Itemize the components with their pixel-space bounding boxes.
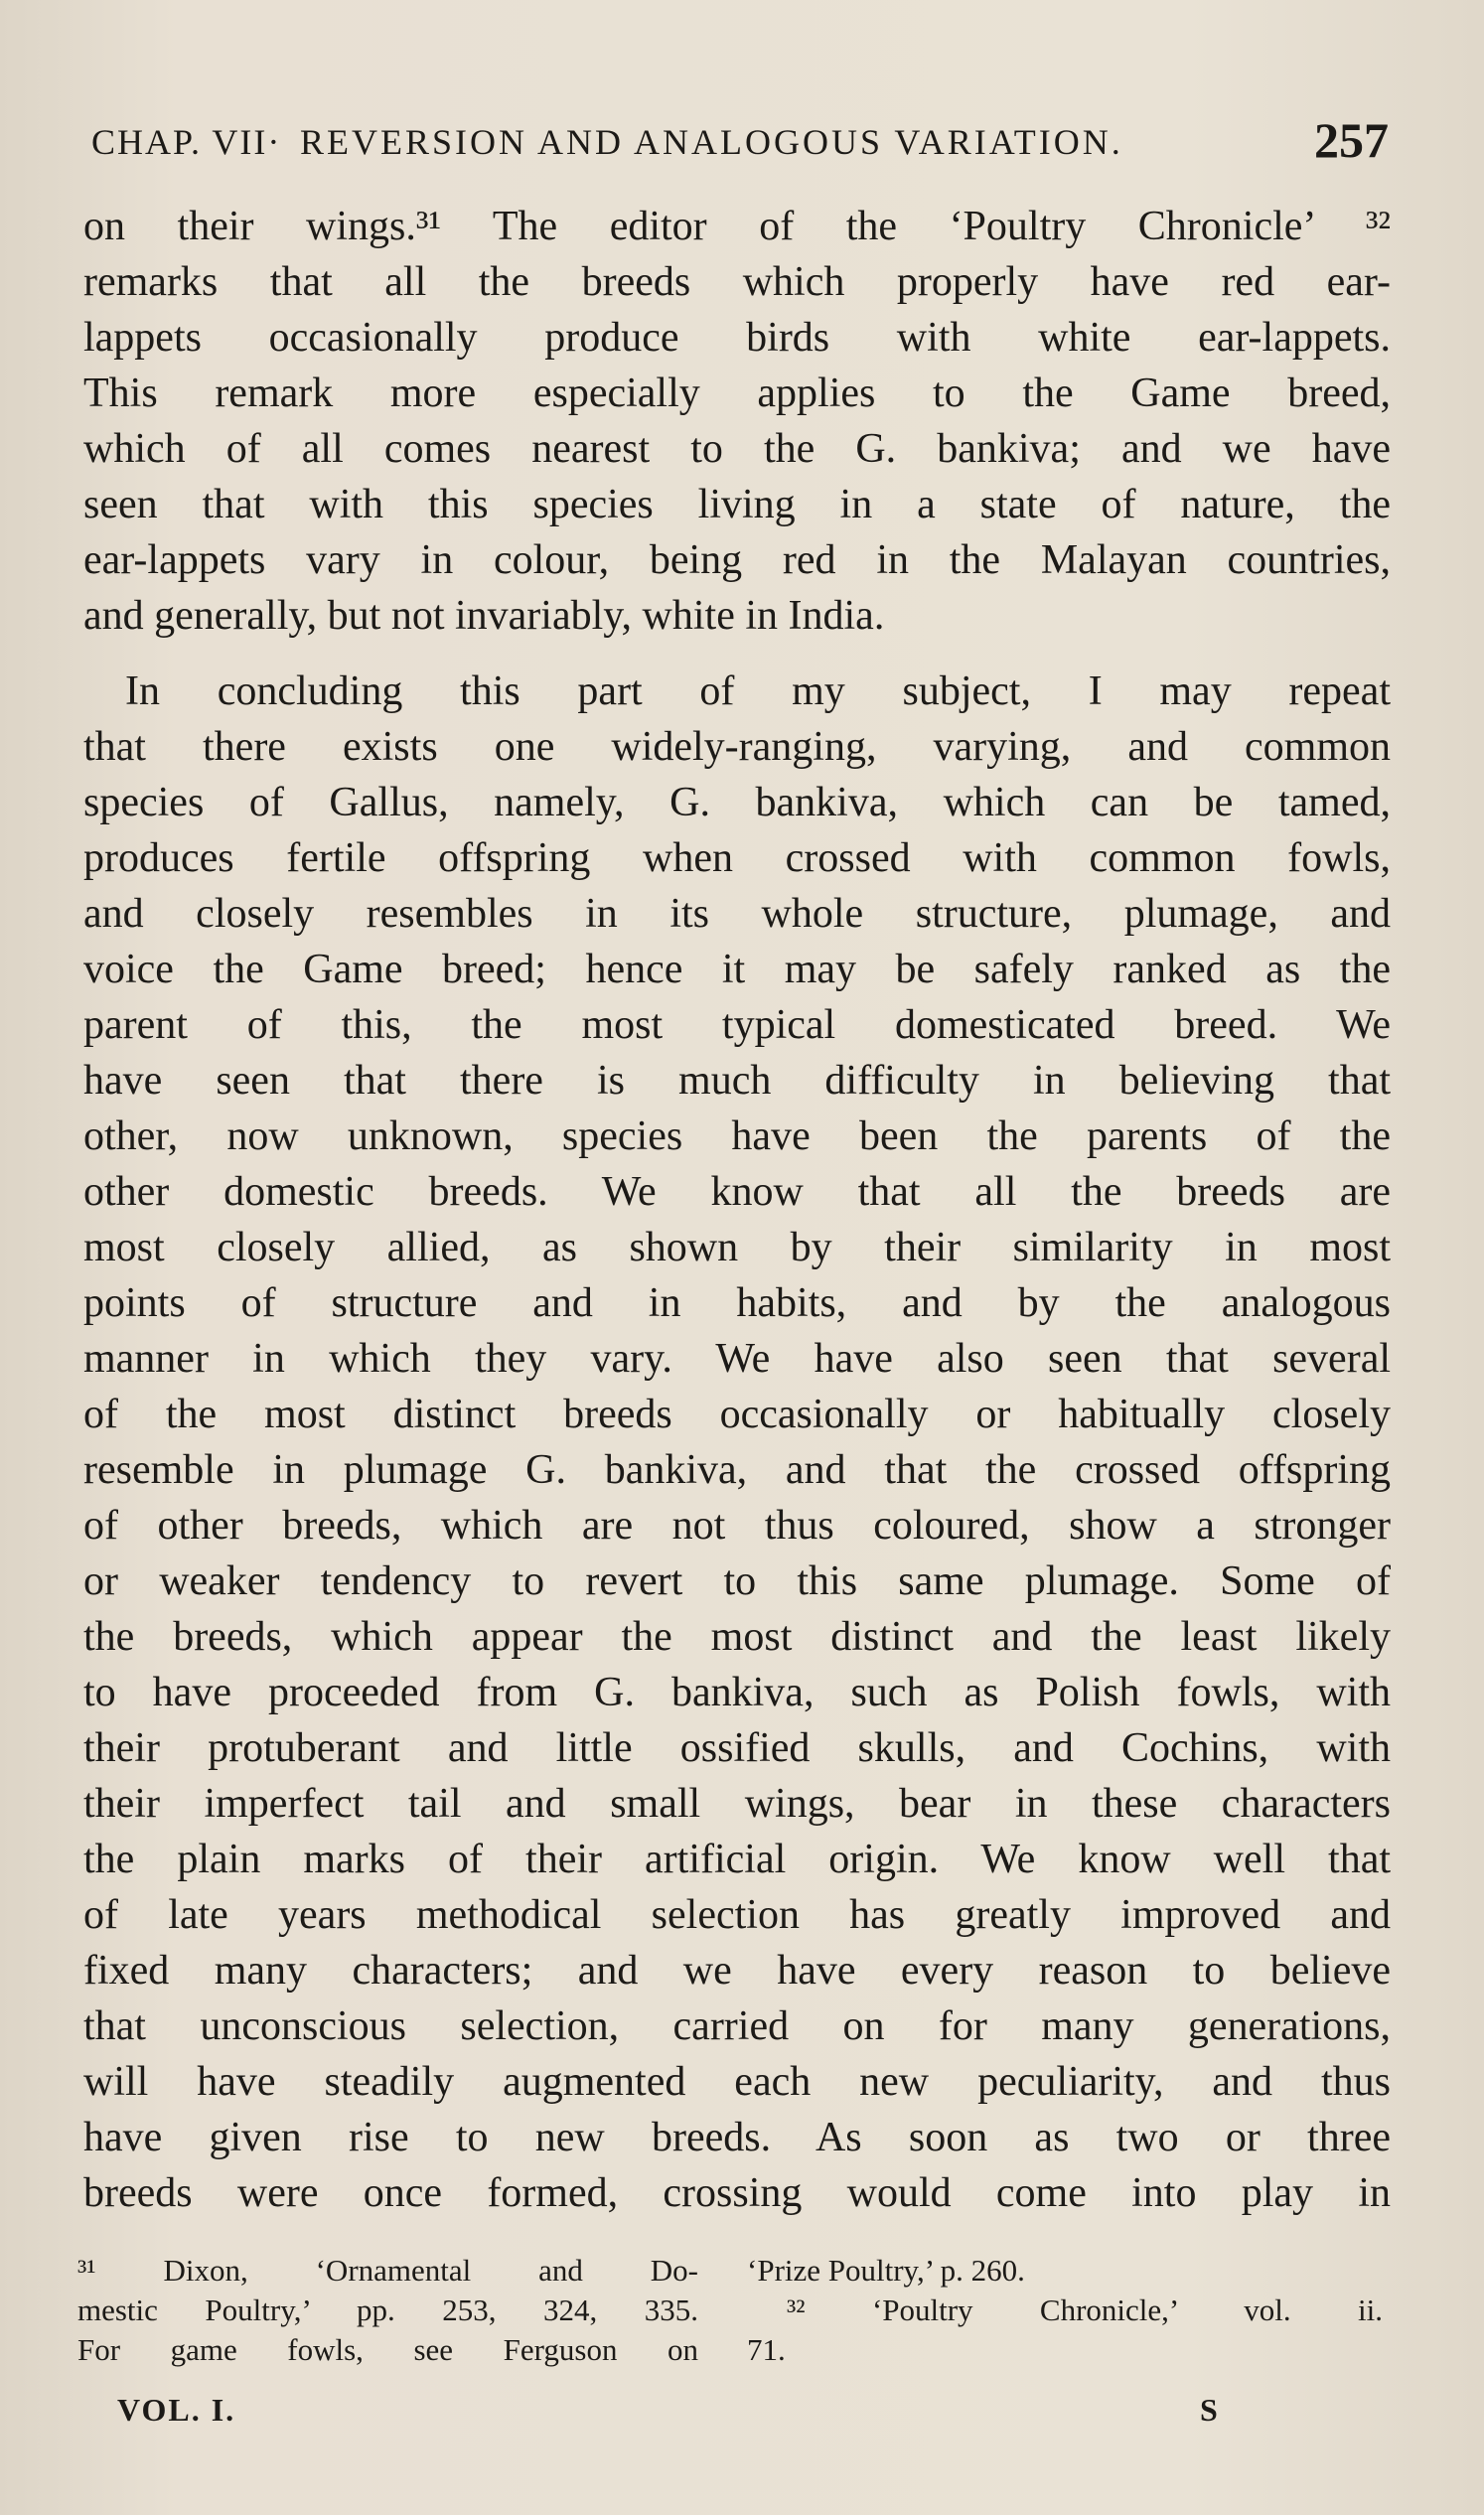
text-line: the breeds, which appear the most distinct and the least likely (83, 1614, 1391, 1660)
text-line: their imperfect tail and small wings, bear in these characters (83, 1781, 1391, 1827)
text-line: seen that with this species living in a state of nature, the (83, 482, 1391, 527)
text-line: voice the Game breed; hence it may be safely ranked as the (83, 947, 1391, 992)
body-text (83, 199, 1391, 2221)
text-line: to have proceeded from G. bankiva, such as Polish fowls, with (83, 1670, 1391, 1715)
footnote-line: ‘Prize Poultry,’ p. 260. (747, 2253, 1025, 2288)
text-line: of other breeds, which are not thus coloured, show a stronger (83, 1503, 1391, 1549)
text-line: have given rise to new breeds. As soon as two or three (83, 2115, 1391, 2160)
text-line: or weaker tendency to revert to this same plumage. Some of (83, 1558, 1391, 1604)
paragraph (83, 199, 1391, 644)
footnote-column-left (77, 2251, 698, 2370)
paragraph (83, 664, 1391, 2221)
footnote-line: ³¹ Dixon, ‘Ornamental and Do- (77, 2253, 698, 2288)
text-line: that there exists one widely-ranging, varying, and common (83, 724, 1391, 770)
text-line: breeds were once formed, crossing would come into play in (83, 2170, 1391, 2216)
text-line: other, now unknown, species have been the parents of the (83, 1113, 1391, 1159)
footnote-line: For game fowls, see Ferguson on (77, 2332, 698, 2367)
paragraph-gap (83, 644, 1391, 664)
signature-mark: S (1200, 2392, 1220, 2428)
running-title: REVERSION AND ANALOGOUS VARIATION. (300, 122, 1123, 162)
text-line: ear-lappets vary in colour, being red in the Malayan countries, (83, 537, 1391, 583)
text-line: most closely allied, as shown by their similarity in most (83, 1225, 1391, 1270)
text-line: which of all comes nearest to the G. bankiva; and we have (83, 426, 1391, 472)
text-line: species of Gallus, namely, G. bankiva, which can be tamed, (83, 780, 1391, 825)
text-line: This remark more especially applies to the Game breed, (83, 370, 1391, 416)
footnote-line: mestic Poultry,’ pp. 253, 324, 335. (77, 2293, 698, 2327)
text-line: of late years methodical selection has greatly improved and (83, 1892, 1391, 1938)
text-line: their protuberant and little ossified skulls, and Cochins, with (83, 1725, 1391, 1771)
text-line: produces fertile offspring when crossed with common fowls, (83, 835, 1391, 881)
text-line: other domestic breeds. We know that all the breeds are (83, 1169, 1391, 1215)
footnote-line: 71. (747, 2332, 786, 2367)
text-line: fixed many characters; and we have every reason to believe (83, 1948, 1391, 1994)
text-line: resemble in plumage G. bankiva, and that the crossed offspring (83, 1447, 1391, 1493)
chapter-label: CHAP. VII· (91, 122, 282, 162)
text-line: the plain marks of their artificial origin. We know well that (83, 1837, 1391, 1882)
page-number: 257 (1314, 112, 1389, 168)
footnote-line: ³² ‘Poultry Chronicle,’ vol. ii. (787, 2293, 1383, 2327)
text-line: points of structure and in habits, and by the analogous (83, 1280, 1391, 1326)
text-line: on their wings.³¹ The editor of the ‘Poultry Chronicle’ ³² (83, 204, 1391, 249)
text-line: and closely resembles in its whole structure, plumage, and (83, 891, 1391, 937)
text-line: will have steadily augmented each new peculiarity, and thus (83, 2059, 1391, 2105)
text-line: lappets occasionally produce birds with white ear-lappets. (83, 315, 1391, 361)
text-line: have seen that there is much difficulty in believing that (83, 1058, 1391, 1104)
running-header (91, 111, 1389, 171)
text-line: In concluding this part of my subject, I may repeat (125, 668, 1391, 714)
volume-signature: VOL. I. (117, 2392, 236, 2428)
text-line: remarks that all the breeds which properly have red ear- (83, 259, 1391, 305)
text-line: of the most distinct breeds occasionally or habitually closely (83, 1392, 1391, 1437)
text-line: and generally, but not invariably, white in India. (83, 593, 885, 639)
text-line: that unconscious selection, carried on for many generations, (83, 2003, 1391, 2049)
footnote-column-right (747, 2251, 1383, 2370)
text-line: manner in which they vary. We have also seen that several (83, 1336, 1391, 1382)
text-line: parent of this, the most typical domesticated breed. We (83, 1002, 1391, 1048)
